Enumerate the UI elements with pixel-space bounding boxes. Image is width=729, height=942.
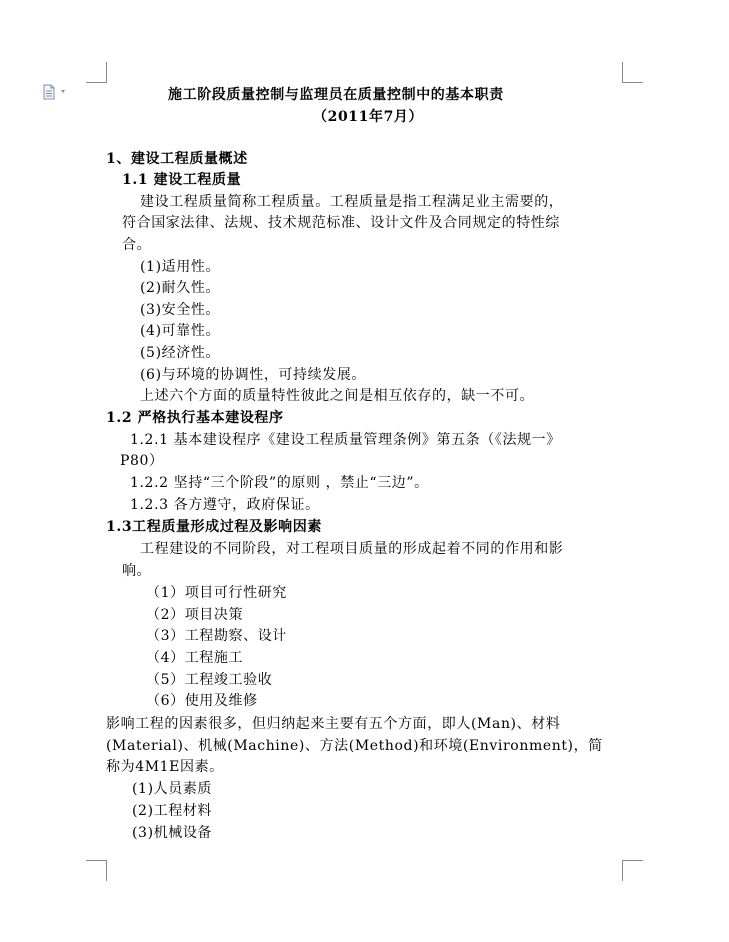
sub-item: 1.2.1 基本建设程序《建设工程质量管理条例》第五条（《法规一》 [130,432,561,448]
sub-item: 1.2.2 坚持“三个阶段”的原则 ，禁止“三边”。 [130,475,429,491]
list-item: (6)与环境的协调性，可持续发展。 [140,367,367,383]
list-item: (2)耐久性。 [140,280,221,296]
paragraph-line: 影响工程的因素很多，但归纳起来主要有五个方面，即人(Man)、材料 [106,716,561,732]
crop-mark-top-right [622,62,643,83]
list-item: (1)适用性。 [140,259,221,275]
list-item: (3)安全性。 [140,302,221,318]
paragraph-line: 建设工程质量简称工程质量。工程质量是指工程满足业主需要的， [140,194,564,210]
list-item: (4)可靠性。 [140,323,221,339]
list-item: （2）项目决策 [146,607,244,623]
paragraph-line: 符合国家法律、法规、技术规范标准、设计文件及合同规定的特性综 [122,215,560,231]
crop-mark-bottom-left [86,860,107,881]
paragraph-line: 工程建设的不同阶段，对工程项目质量的形成起着不同的作用和影 [140,541,564,557]
list-item: (3)机械设备 [132,825,213,841]
list-item: (5)经济性。 [140,345,221,361]
list-item: (2)工程材料 [132,803,213,819]
paragraph-line: 合。 [122,237,152,253]
crop-mark-bottom-right [622,860,643,881]
list-item: （4）工程施工 [146,650,244,666]
document-icon[interactable] [42,84,68,100]
sub-item: 1.2.3 各方遵守，政府保证。 [130,497,320,513]
paragraph-line: (Material)、机械(Machine)、方法(Method)和环境(Environment)，简 [106,738,603,754]
document-title: 施工阶段质量控制与监理员在质量控制中的基本职责 [168,87,504,103]
crop-mark-top-left [86,62,107,83]
heading-1-2: 1.2 严格执行基本建设程序 [106,410,284,426]
list-item: （5）工程竣工验收 [146,672,273,688]
list-item: (1)人员素质 [132,781,213,797]
paragraph-line: 响。 [122,563,152,579]
document-dropdown-icon [42,84,68,100]
heading-1: 1、建设工程质量概述 [106,151,248,167]
paragraph-line: 上述六个方面的质量特性彼此之间是相互依存的，缺一不可。 [140,388,535,404]
document-date: （2011年7月） [313,109,424,125]
sub-item-continued: P80） [120,453,164,469]
list-item: （3）工程勘察、设计 [146,628,287,644]
list-item: （1）项目可行性研究 [146,585,287,601]
heading-1-3: 1.3工程质量形成过程及影响因素 [106,519,322,535]
list-item: （6）使用及维修 [146,693,258,709]
heading-1-1: 1.1 建设工程质量 [122,172,242,188]
paragraph-line: 称为4M1E因素。 [106,759,224,775]
